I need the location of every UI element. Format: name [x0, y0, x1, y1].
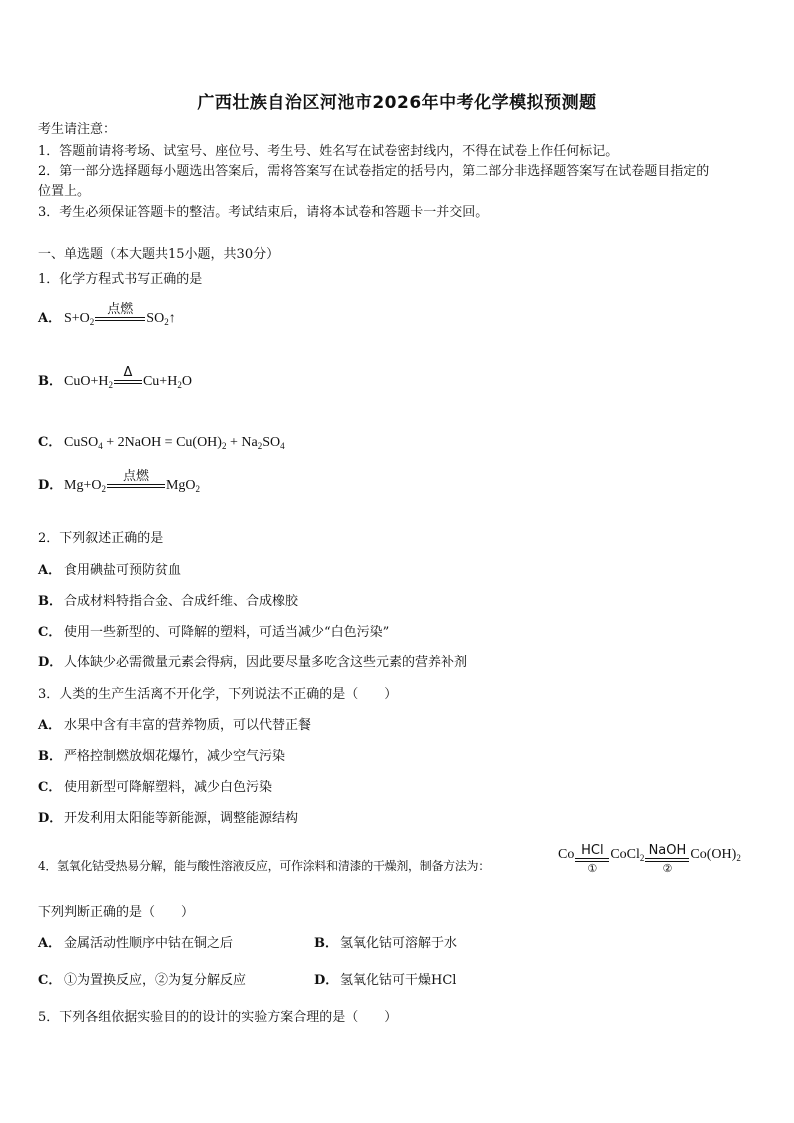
gas-arrow-icon: ↑ [168, 311, 176, 327]
q1-b-rhs: Cu+H [142, 374, 178, 390]
q1-option-b [38, 366, 192, 398]
q2-option-d [38, 654, 467, 672]
q1-a-rhs: SO [146, 311, 165, 327]
q1-d-condition [107, 470, 165, 502]
q1-a-lhs-sub: 2 [89, 317, 95, 328]
q3-option-a [38, 717, 311, 735]
q1-a-condition [95, 303, 145, 335]
q1-stem: 1．化学方程式书写正确的是 [38, 272, 203, 287]
q4-scheme [558, 844, 741, 876]
q2-option-b [38, 593, 298, 611]
q4-option-d-text: 氢氧化钴可干燥HCl [340, 973, 457, 988]
q4-scheme-start: Co [558, 847, 575, 862]
q1-d-lhs-sub: 2 [101, 484, 106, 495]
q1-option-a [38, 303, 176, 335]
q4-step1-number: ① [587, 862, 598, 875]
q1-option-a-label: A． [38, 311, 62, 327]
q1-d-cond-text: 点燃 [122, 469, 149, 484]
q2-stem: 2．下列叙述正确的是 [38, 531, 164, 546]
q4-option-a-label: A． [38, 936, 62, 951]
q2-option-a-text: 食用碘盐可预防贫血 [64, 563, 182, 578]
q1-c-sub-c: 2 [257, 441, 263, 451]
q2-option-c-text: 使用一些新型的、可降解的塑料，可适当减少“白色污染” [64, 625, 390, 640]
q3-option-c-text: 使用新型可降解塑料，减少白色污染 [64, 780, 273, 795]
q3-option-a-text: 水果中含有丰富的营养物质，可以代替正餐 [64, 718, 312, 733]
notice-item-3: 3．考生必须保证答题卡的整洁。考试结束后，请将本试卷和答题卡一并交回。 [38, 205, 489, 220]
q1-b-tail: O [181, 374, 192, 390]
q4-option-d-label: D． [314, 973, 339, 988]
q1-b-condition [114, 366, 142, 398]
q4-stem-2: 下列判断正确的是（ ） [38, 905, 195, 920]
q3-option-c-label: C． [38, 780, 62, 795]
q1-a-lhs: S+O [64, 311, 90, 327]
q4-option-c-text: ①为置换反应，②为复分解反应 [64, 973, 247, 988]
notice-item-2: 2．第一部分选择题每小题选出答案后，需将答案写在试卷指定的括号内，第二部分非选择题答案写在试卷题目指定的 [38, 164, 710, 179]
q1-option-d [38, 470, 200, 502]
q3-option-c [38, 779, 272, 797]
q4-option-b-label: B． [314, 936, 338, 951]
q1-a-rhs-sub: 2 [164, 317, 169, 328]
q4-scheme-end-sub: 2 [736, 853, 741, 863]
q2-option-d-label: D． [38, 655, 63, 670]
q3-option-d-text: 开发利用太阳能等新能源，调整能源结构 [64, 811, 299, 826]
q4-option-b-text: 氢氧化钴可溶解于水 [340, 936, 458, 951]
q4-option-b [314, 935, 457, 953]
q1-option-c [38, 431, 285, 451]
q4-step1 [575, 844, 609, 876]
q1-c-part-a: CuSO [64, 435, 99, 450]
q4-scheme-end: Co(OH) [690, 847, 737, 862]
q1-option-b-label: B． [38, 374, 62, 390]
q4-step1-reagent: HCl [581, 843, 604, 858]
q4-option-d [314, 972, 456, 990]
q1-d-rhs-sub: 2 [195, 484, 201, 495]
section-heading: 一、单选题（本大题共15小题，共30分） [38, 247, 280, 262]
q1-b-rhs-sub: 2 [177, 380, 182, 391]
q1-c-sub-a: 4 [98, 441, 103, 451]
notice-item-2-cont: 位置上。 [38, 184, 91, 199]
q2-option-b-text: 合成材料特指合金、合成纤维、合成橡胶 [64, 594, 299, 609]
q4-step2-reagent: NaOH [648, 843, 687, 858]
q4-step2 [645, 844, 689, 876]
q1-d-rhs: MgO [165, 478, 196, 494]
q3-option-b-text: 严格控制燃放烟花爆竹，减少空气污染 [64, 749, 286, 764]
q1-b-cond-text: Δ [123, 365, 133, 380]
q1-c-part-d: SO [262, 435, 281, 450]
q5-stem: 5．下列各组依据实验目的的设计的实验方案合理的是（ ） [38, 1010, 398, 1025]
q2-option-a-label: A． [38, 563, 62, 578]
q4-option-c [38, 972, 246, 990]
q1-c-sub-b: 2 [221, 441, 227, 451]
q1-option-d-label: D． [38, 478, 63, 494]
q4-option-c-label: C． [38, 973, 62, 988]
q1-c-sub-d: 4 [280, 441, 285, 451]
q2-option-d-text: 人体缺少必需微量元素会得病，因此要尽量多吃含这些元素的营养补剂 [64, 655, 468, 670]
q4-option-a-text: 金属活动性顺序中钴在铜之后 [64, 936, 234, 951]
q3-option-a-label: A． [38, 718, 62, 733]
notice-item-1: 1．答题前请将考场、试室号、座位号、考生号、姓名写在试卷密封线内，不得在试卷上作任何标记。 [38, 144, 619, 159]
q4-step2-number: ② [662, 862, 673, 875]
q1-b-lhs: CuO+H [64, 374, 109, 390]
q3-option-b-label: B． [38, 749, 62, 764]
q4-scheme-mid-sub: 2 [639, 853, 645, 863]
q1-b-lhs-sub: 2 [108, 380, 113, 391]
q2-option-b-label: B． [38, 594, 62, 609]
notice-heading: 考生请注意： [38, 122, 117, 137]
q2-option-c-label: C． [38, 625, 62, 640]
q1-c-part-c: + Na [226, 435, 258, 450]
q2-option-c [38, 624, 389, 642]
q3-stem: 3．人类的生产生活离不开化学，下列说法不正确的是（ ） [38, 687, 398, 702]
q3-option-b [38, 748, 285, 766]
page-title: 广西壮族自治区河池市2026年中考化学模拟预测题 [197, 93, 597, 113]
q2-option-a [38, 562, 181, 580]
q4-scheme-mid: CoCl [610, 847, 640, 862]
q1-option-c-label: C． [38, 435, 62, 450]
q3-option-d [38, 810, 298, 828]
q1-c-part-b: + 2NaOH = Cu(OH) [102, 435, 222, 450]
q4-stem: 4．氢氧化钴受热易分解，能与酸性溶液反应，可作涂料和清漆的干燥剂，制备方法为： [38, 859, 490, 873]
q4-option-a [38, 935, 233, 953]
q1-d-lhs: Mg+O [64, 478, 102, 494]
q3-option-d-label: D． [38, 811, 63, 826]
q1-a-cond-text: 点燃 [107, 302, 134, 317]
